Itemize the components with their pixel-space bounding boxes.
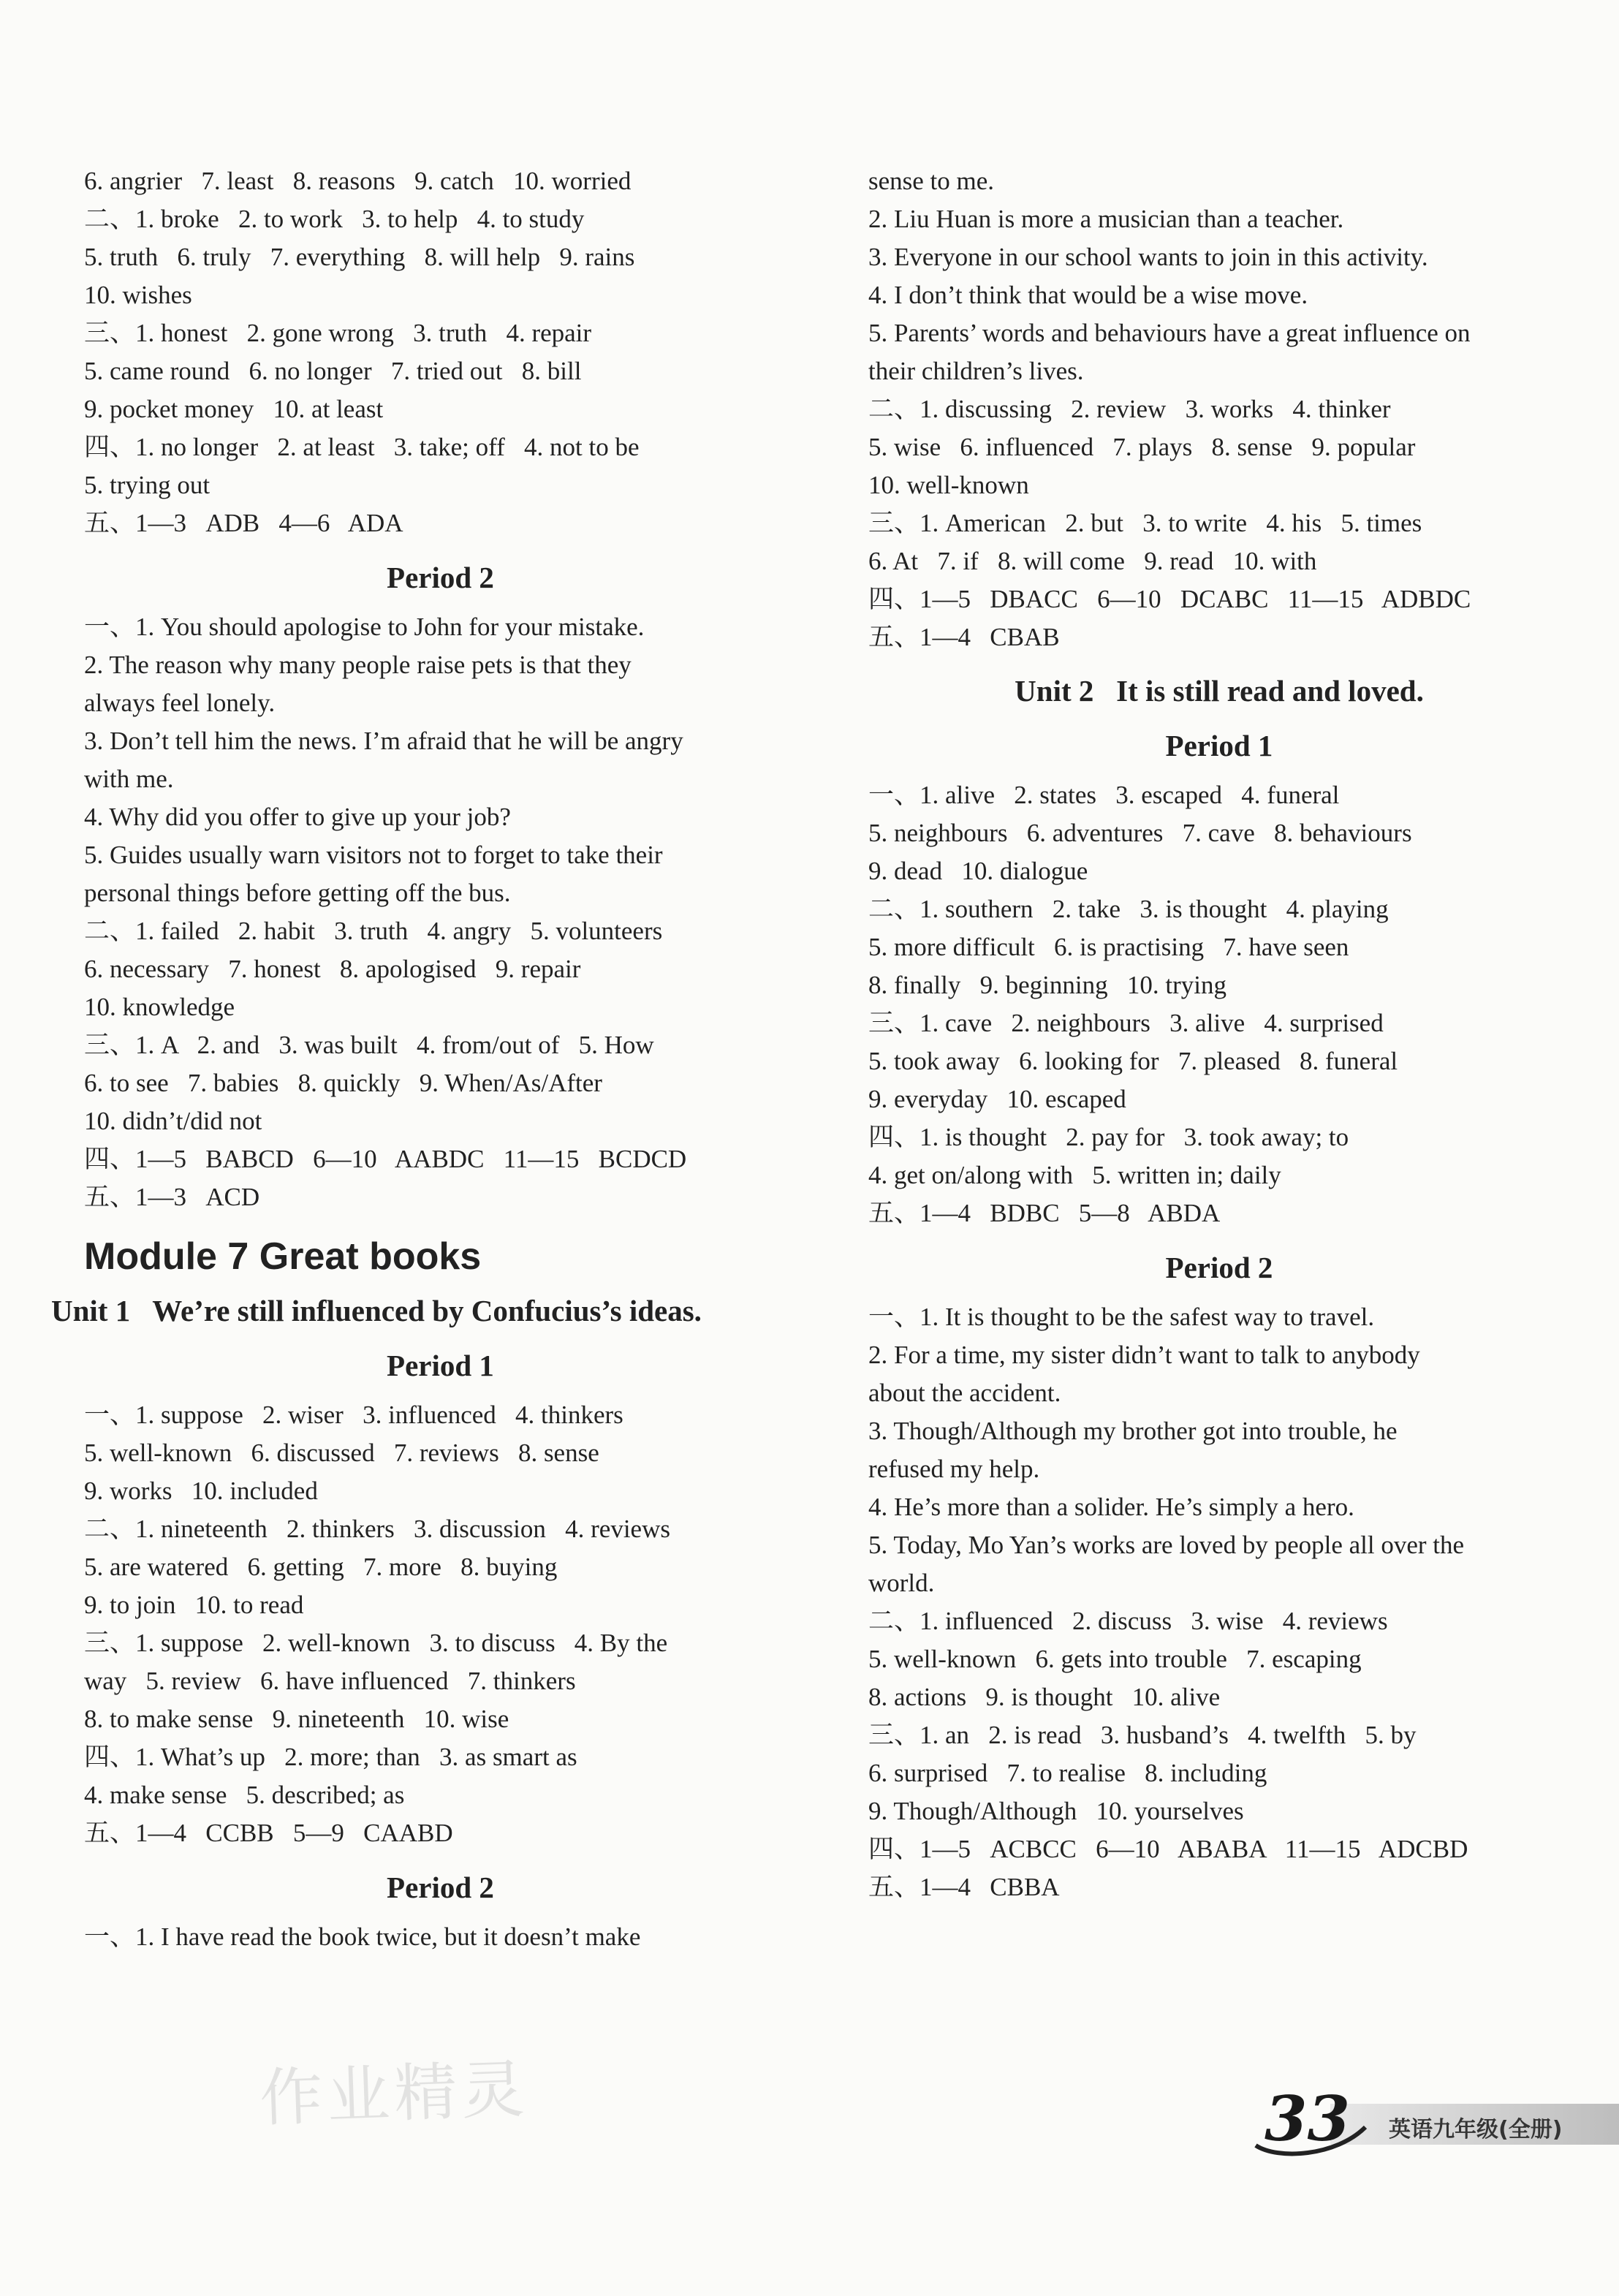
footer-book-label: 英语九年级(全册)	[1389, 2117, 1563, 2142]
answer-line: 4. I don’t think that would be a wise move.	[868, 281, 1308, 309]
answer-line: 9. to join 10. to read	[84, 1591, 304, 1619]
answer-line: 四、1. is thought 2. pay for 3. took away; to	[868, 1123, 1349, 1151]
answer-line: 四、1—5 DBACC 6—10 DCABC 11—15 ADBDC	[868, 585, 1471, 613]
answer-line: 3. Everyone in our school wants to join in this activity.	[868, 243, 1428, 271]
answer-line: 9. pocket money 10. at least	[84, 395, 384, 423]
answer-line: 二、1. broke 2. to work 3. to help 4. to study	[84, 205, 585, 233]
period-2-title: Period 2	[387, 561, 494, 594]
answer-line: 五、1—4 BDBC 5—8 ABDA	[868, 1199, 1221, 1227]
answer-line: 三、1. honest 2. gone wrong 3. truth 4. repair	[84, 319, 592, 347]
unit-2-title: Unit 2 It is still read and loved.	[1015, 674, 1424, 708]
answer-line: 5. more difficult 6. is practising 7. have seen	[868, 933, 1349, 961]
answer-line: 8. finally 9. beginning 10. trying	[868, 971, 1226, 999]
unit1-period-2-title: Period 2	[387, 1871, 494, 1904]
answer-line: 2. Liu Huan is more a musician than a teacher.	[868, 205, 1344, 233]
right-column	[868, 162, 1570, 1906]
answer-line: 5. neighbours 6. adventures 7. cave 8. behaviours	[868, 819, 1412, 847]
answer-line: 2. For a time, my sister didn’t want to talk to anybody	[868, 1341, 1420, 1369]
answer-line: 5. truth 6. truly 7. everything 8. will help 9. rains	[84, 243, 635, 271]
answer-line: world.	[868, 1569, 935, 1597]
answer-line: 一、1. I have read the book twice, but it doesn’t make	[84, 1922, 641, 1951]
answer-line: 4. Why did you offer to give up your job?	[84, 803, 511, 831]
answer-line: 4. get on/along with 5. written in; daily	[868, 1161, 1281, 1189]
answer-line: 四、1. no longer 2. at least 3. take; off 4. not to be	[84, 433, 640, 461]
answer-line: 二、1. nineteenth 2. thinkers 3. discussion 4. reviews	[84, 1515, 670, 1543]
answer-line: 四、1. What’s up 2. more; than 3. as smart as	[84, 1743, 577, 1771]
answer-line: 一、1. You should apologise to John for your mistake.	[84, 613, 645, 641]
answer-line: 一、1. It is thought to be the safest way to travel.	[868, 1303, 1375, 1331]
answer-line: 5. trying out	[84, 471, 211, 499]
answer-line: 二、1. southern 2. take 3. is thought 4. playing	[868, 895, 1389, 923]
answer-line: 二、1. influenced 2. discuss 3. wise 4. reviews	[868, 1607, 1388, 1635]
period-2-answers	[84, 608, 797, 1216]
answer-line: 三、1. American 2. but 3. to write 4. his 5. times	[868, 509, 1422, 537]
unit1-period-1-title: Period 1	[387, 1349, 494, 1382]
answer-line: personal things before getting off the bus.	[84, 879, 511, 907]
answer-line: 9. works 10. included	[84, 1477, 318, 1505]
publisher-logo-icon	[1248, 2076, 1373, 2164]
answer-line: 5. well-known 6. gets into trouble 7. escaping	[868, 1645, 1362, 1673]
answer-line: 10. wishes	[84, 281, 192, 309]
page-footer	[1243, 2076, 1619, 2164]
answer-line: 三、1. A 2. and 3. was built 4. from/out of 5. How	[84, 1031, 654, 1059]
answer-line: 9. everyday 10. escaped	[868, 1085, 1126, 1113]
answer-line: 6. At 7. if 8. will come 9. read 10. with	[868, 547, 1317, 575]
answer-line: 5. Today, Mo Yan’s works are loved by people all over the	[868, 1531, 1465, 1559]
answer-line: 8. to make sense 9. nineteenth 10. wise	[84, 1705, 509, 1733]
answer-line: 3. Don’t tell him the news. I’m afraid that he will be angry	[84, 727, 683, 755]
answer-line: 5. are watered 6. getting 7. more 8. buying	[84, 1553, 558, 1581]
answer-line: way 5. review 6. have influenced 7. thinkers	[84, 1667, 576, 1695]
answer-line: 一、1. suppose 2. wiser 3. influenced 4. thinkers	[84, 1401, 623, 1429]
module6-answers-continued	[84, 162, 797, 542]
answer-line: 6. angrier 7. least 8. reasons 9. catch 10. worried	[84, 167, 632, 195]
answer-line: 10. didn’t/did not	[84, 1107, 262, 1135]
answer-line: refused my help.	[868, 1455, 1040, 1483]
answer-line: their children’s lives.	[868, 357, 1084, 385]
answer-line: 5. took away 6. looking for 7. pleased 8. funeral	[868, 1047, 1398, 1075]
answer-line: sense to me.	[868, 167, 995, 195]
answer-line: 10. knowledge	[84, 993, 235, 1021]
answer-line: 4. He’s more than a solider. He’s simply a hero.	[868, 1493, 1354, 1521]
answer-line: about the accident.	[868, 1379, 1061, 1407]
watermark: 作业精灵	[258, 2053, 530, 2136]
module-title: Module 7 Great books	[84, 1235, 482, 1278]
answer-line: 5. wise 6. influenced 7. plays 8. sense 9. popular	[868, 433, 1416, 461]
answer-line: 五、1—4 CBAB	[868, 623, 1060, 651]
answer-line: 8. actions 9. is thought 10. alive	[868, 1683, 1221, 1711]
answer-line: 10. well-known	[868, 471, 1029, 499]
answer-line: 3. Though/Although my brother got into trouble, he	[868, 1417, 1398, 1445]
unit1-period-2-answers-continued	[868, 162, 1570, 656]
answer-line: 五、1—3 ADB 4—6 ADA	[84, 509, 403, 537]
answer-line: 五、1—4 CCBB 5—9 CAABD	[84, 1819, 453, 1847]
answer-line: 4. make sense 5. described; as	[84, 1781, 405, 1809]
answer-line: 四、1—5 ACBCC 6—10 ABABA 11—15 ADCBD	[868, 1835, 1468, 1863]
answer-line: 5. well-known 6. discussed 7. reviews 8. sense	[84, 1439, 599, 1467]
answer-line: 五、1—4 CBBA	[868, 1873, 1060, 1901]
answer-line: 9. Though/Although 10. yourselves	[868, 1797, 1244, 1825]
answer-line: 5. came round 6. no longer 7. tried out 8. bill	[84, 357, 582, 385]
answer-line: 三、1. cave 2. neighbours 3. alive 4. surprised	[868, 1009, 1384, 1037]
answer-line: 三、1. suppose 2. well-known 3. to discuss 4. By the	[84, 1629, 668, 1657]
svg-text:33: 33	[1265, 2083, 1350, 2155]
unit1-period-2-answers	[84, 1918, 797, 1956]
left-column	[51, 162, 797, 1956]
unit2-period-1-answers	[868, 776, 1570, 1232]
answer-line: 二、1. failed 2. habit 3. truth 4. angry 5. volunteers	[84, 917, 663, 945]
answer-line: 6. necessary 7. honest 8. apologised 9. repair	[84, 955, 581, 983]
answer-line: 6. to see 7. babies 8. quickly 9. When/As/After	[84, 1069, 602, 1097]
answer-line: always feel lonely.	[84, 689, 276, 717]
unit2-period-2-title: Period 2	[1165, 1251, 1273, 1284]
answer-line: 四、1—5 BABCD 6—10 AABDC 11—15 BCDCD	[84, 1145, 687, 1173]
answer-line: 二、1. discussing 2. review 3. works 4. thinker	[868, 395, 1391, 423]
unit-1-title: Unit 1 We’re still influenced by Confucius’s ideas.	[51, 1294, 702, 1327]
unit2-period-1-title: Period 1	[1165, 729, 1273, 762]
answer-line: 9. dead 10. dialogue	[868, 857, 1088, 885]
answer-line: with me.	[84, 765, 174, 793]
answer-line: 一、1. alive 2. states 3. escaped 4. funeral	[868, 781, 1340, 809]
answer-line: 2. The reason why many people raise pets is that they	[84, 651, 632, 679]
unit2-period-2-answers	[868, 1298, 1570, 1906]
answer-line: 5. Parents’ words and behaviours have a great influence on	[868, 319, 1471, 347]
answer-line: 三、1. an 2. is read 3. husband’s 4. twelfth 5. by	[868, 1721, 1417, 1749]
answer-line: 五、1—3 ACD	[84, 1183, 260, 1211]
answer-line: 5. Guides usually warn visitors not to forget to take their	[84, 841, 663, 869]
answer-line: 6. surprised 7. to realise 8. including	[868, 1759, 1267, 1787]
unit1-period-1-answers	[84, 1396, 797, 1852]
